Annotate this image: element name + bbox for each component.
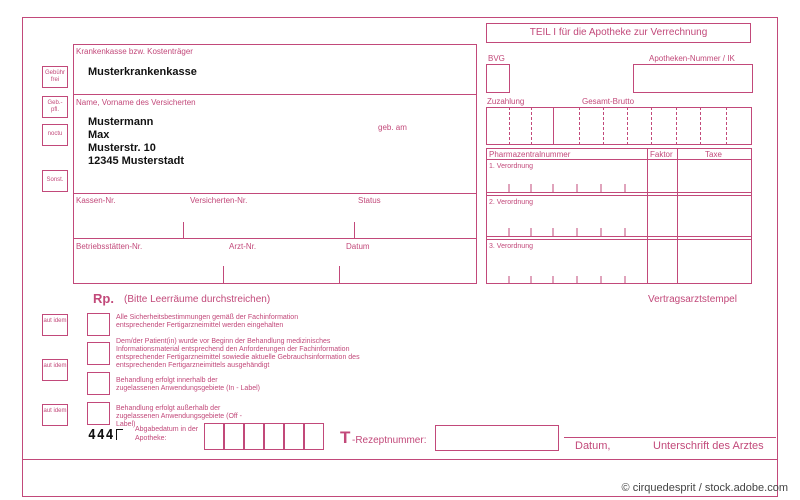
zz-div-7 [651,107,652,145]
divider-kassennr [73,238,477,239]
bvg-box[interactable] [486,64,510,93]
zz-div-2 [531,107,532,145]
apotheken-nr-box[interactable] [633,64,753,93]
abgabedatum-label: Abgabedatum in der Apotheke: [135,426,199,442]
name-label: Name, Vorname des Versicherten [76,98,196,107]
gebuehr-frei-box[interactable] [42,66,68,88]
credit-text: © cirquedesprit / stock.adobe.com [621,482,788,494]
krankenkasse-label: Krankenkasse bzw. Kostenträger [76,47,193,56]
zuzahlung-label: Zuzahlung [487,97,525,106]
abgabe-field-5[interactable] [284,423,304,450]
signature-line [564,437,776,438]
kassen-nr-label: Kassen-Nr. [76,196,116,205]
abgabe-field-4[interactable] [264,423,284,450]
check-in-label-text: Behandlung erfolgt innerhalb der zugelassenen Anwendungsgebiete (In - Label) [116,377,260,392]
verordnung-3-label: 3. Verordnung [489,243,533,250]
noctu-box[interactable] [42,124,68,146]
teil-header [486,23,751,43]
versicherten-nr-label: Versicherten-Nr. [190,196,248,205]
abgabe-field-1[interactable] [204,423,224,450]
vertragsarztstempel: Vertragsarztstempel [648,294,737,305]
check-in-label[interactable] [87,372,110,395]
zuzahlung-brutto-box[interactable] [486,107,752,145]
zz-div-5 [603,107,604,145]
aut-idem-label-3: aut idem [43,408,67,414]
tick-kassennr-1 [183,222,184,238]
arzt-nr-label: Arzt-Nr. [229,242,257,251]
check-off-label-text: Behandlung erfolgt außerhalb der zugelassenen Anwendungsgebiete (Off - Label) [116,405,242,428]
status-label: Status [358,196,381,205]
aut-idem-label-1: aut idem [43,318,67,324]
datum-label: Datum [346,242,370,251]
t-rezeptnummer-field[interactable] [435,425,559,451]
abgabe-field-3[interactable] [244,423,264,450]
name-line-4[interactable]: 12345 Musterstadt [88,155,184,167]
check-sicherheit[interactable] [87,313,110,336]
check-informationsmaterial-text: Dem/der Patient(in) wurde vor Beginn der Behandlung medizinisches Informationsmaterial entsprechend den Anforderungen der Fachinformation entsprechender Fertigarzneimittel sowiedie aktuelle Gebrauchsinformation des entsprechenden Fertigarzneimittels ausgehändigt [116,338,360,369]
zz-div-3 [553,107,554,145]
aut-idem-box-3[interactable] [42,404,68,426]
unterschrift-label: Unterschrift des Arztes [653,440,764,452]
datum-signature-label: Datum, [575,440,611,452]
divider-kasse [73,94,477,95]
t-letter: T [340,428,351,447]
verordnung-2-label: 2. Verordnung [489,199,533,206]
tick-bsnr-2 [339,266,340,284]
apotheken-nr-label: Apotheken-Nummer / IK [649,54,735,63]
rp-label: Rp. [93,291,114,306]
aut-idem-box-2[interactable] [42,359,68,381]
check-sicherheit-text: Alle Sicherheitsbestimmungen gemäß der Fachinformation entsprechender Fertigarzneimittel werden eingehalten [116,314,299,329]
bottom-strip-line [22,459,778,460]
zz-div-4 [579,107,580,145]
faktor-label: Faktor [650,150,673,159]
check-off-label[interactable] [87,402,110,425]
gebuehr-frei-label: Gebühr frei [44,70,65,83]
verordnung-1-label: 1. Verordnung [489,163,533,170]
pzn-label: Pharmazentralnummer [489,150,571,159]
name-line-1[interactable]: Mustermann [88,116,154,128]
form-code [88,428,123,443]
aut-idem-label-2: aut idem [43,363,67,369]
zz-div-8 [676,107,677,145]
rp-hint: (Bitte Leerräume durchstreichen) [124,294,271,305]
t-rezeptnummer-label: -Rezeptnummer: [352,435,427,446]
sonst-label: Sonst. [46,177,64,183]
form-code-number: 444 [88,428,115,443]
betriebsstaetten-label: Betriebsstätten-Nr. [76,242,143,251]
divider-name [73,193,477,194]
name-line-3[interactable]: Musterstr. 10 [88,142,156,154]
taxe-label: Taxe [705,150,722,159]
zz-div-10 [726,107,727,145]
geb-pfl-label: Geb.- pfl. [47,100,63,113]
geb-pfl-box[interactable] [42,96,68,118]
check-informationsmaterial[interactable] [87,342,110,365]
bvg-label: BVG [488,54,505,63]
form-code-mark [116,429,123,440]
tick-kassennr-2 [354,222,355,238]
verordnung-ticks [486,148,752,284]
aut-idem-box-1[interactable] [42,314,68,336]
zz-div-1 [509,107,510,145]
zz-div-6 [627,107,628,145]
name-line-2[interactable]: Max [88,129,110,141]
zz-div-9 [700,107,701,145]
sonst-box[interactable] [42,170,68,192]
geb-am-label: geb. am [378,123,407,132]
teil-header-text: TEIL I für die Apotheke zur Verrechnung [529,27,708,38]
abgabe-field-6[interactable] [304,423,324,450]
gesamt-brutto-label: Gesamt-Brutto [582,97,635,106]
tick-bsnr-1 [223,266,224,284]
abgabe-field-2[interactable] [224,423,244,450]
krankenkasse-value[interactable]: Musterkrankenkasse [88,66,197,78]
noctu-label: noctu [47,131,63,137]
